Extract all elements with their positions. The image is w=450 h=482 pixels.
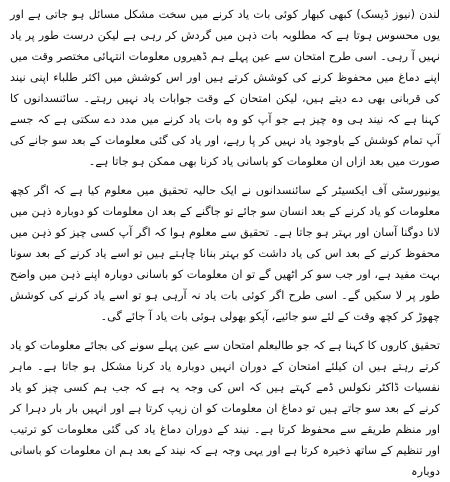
article-paragraph-3: تحقیق کاروں کا کہنا ہے کہ جو طالبعلم امتحان سے عین پہلے سونے کی بجائے معلومات کو یاد کرتے رہتے ہیں ان کیلئے امتحان کے دوران انہیں دوبارہ یاد کرنا مشکل ہو جاتا ہے۔ ماہر نفسیات ڈاکٹر نکولس ڈمے کہتے ہیں کہ اس کی وجہ یہ ہے کہ جب ہم کسی چیز کو یاد کرنے کے بعد سو جاتے ہیں تو دماغ ان معلومات کو ان زیپ کرتا ہے اور انہیں بار بار دہرا کر اور منظم طریقے سے محفوظ کرتا ہے۔ نیند کے دوران دماغ یاد کی گئی معلومات کو ترتیب اور تنظیم کے ساتھ ذخیرہ کرتا ہے اور یہی وجہ ہے کہ نیند کے بعد ہم ان معلومات کو باسانی دوبارہ [10, 339, 440, 478]
article-paragraph-2: یونیورسٹی آف ایکسیٹر کے سائنسدانوں نے ایک حالیہ تحقیق میں معلوم کیا ہے کہ اگر کچھ معلومات کو یاد کرنے کے بعد انسان سو جائے تو جاگنے کے بعد ان معلومات کو دوبارہ ذہن میں لانا دوگنا آسان اور بہتر ہو جاتا ہے۔ تحقیق سے معلوم ہوا کہ اگر آپ کسی چیز کو ذہن میں محفوظ کرنے کے بعد اس کی یاد داشت کو بہتر بنانا چاہتے ہیں تو اسے یاد کرنے کے بعد سونا بہت مفید ہے، اور جب سو کر اٹھیں گے تو ان معلومات کو باسانی دوبارہ اپنے ذہن میں واضح طور پر لا سکیں گے۔ اسی طرح اگر کوئی بات یاد نہ آرہی ہو تو اسے یاد کرنے کی کوشش چھوڑ کر کچھ وقت کے لئے سو جائیے، آپکو بھولی ہوئی بات یاد آ جائے گی۔ [10, 184, 440, 323]
article-paragraph-1: لندن (نیوز ڈیسک) کبھی کبھار کوئی بات یاد کرنے میں سخت مشکل مسائل ہو جاتی ہے اور یوں محسوس ہوتا ہے کہ مطلوبہ بات ذہن میں گردش کر رہی ہے لیکن درست طور پر یاد نہیں آ رہی۔ اسی طرح امتحان سے عین پہلے ہم ڈھیروں معلومات انتہائی مختصر وقت میں اپنے دماغ میں محفوظ کرنے کی کوشش کرتے ہیں اور اس کوشش میں اکثر طلباء اپنی نیند کی قربانی بھی دے دیتے ہیں، لیکن امتحان کے وقت جوابات یاد نہیں رہتے۔ سائنسدانوں کا کہنا ہے کہ نیند ہی وہ چیز ہے جو آپ کو وہ بات یاد کرنے میں مدد دے سکتی ہے کہ جسے آپ تمام کوشش کے باوجود یاد نہیں کر پا رہے، اور یاد کی گئی معلومات کے بعد سو جانے کی صورت میں بعد ازاں ان معلومات کو باسانی یاد کرنا بھی ممکن ہو جاتا ہے۔ [10, 8, 440, 168]
